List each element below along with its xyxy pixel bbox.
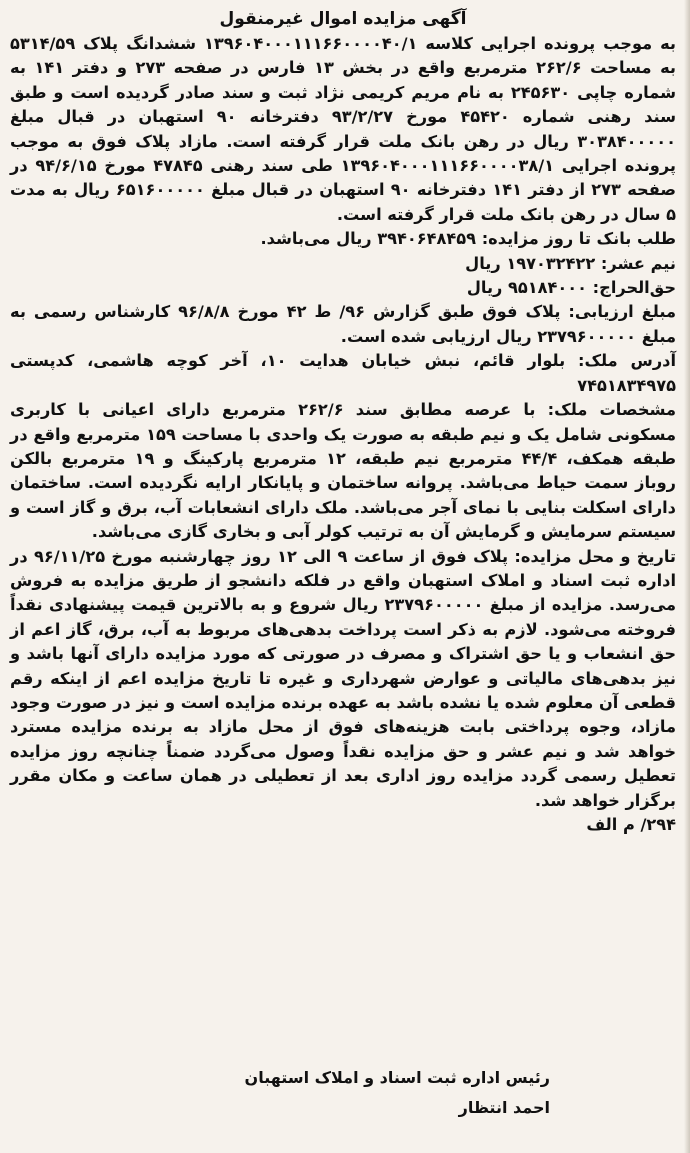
notice-paragraph-property-specs: مشخصات ملک: با عرصه مطابق سند ۲۶۲/۶ مترمربع دارای اعیانی با کاربری مسکونی شامل یک و نیم طبقه به صورت یک واحدی با مساحت ۱۵۹ مترمربع واقع در طبقه همکف، ۴۴/۴ مترمربع نیم طبقه، ۱۲ مترمربع پارکینگ و ۱۹ مترمربع بالکن روباز سمت حیاط می‌باشد. پروانه ساختمان و پایانکار ارایه نگردیده است. ساختمان دارای اسکلت بنایی با نمای آجر می‌باشد. ملک دارای انشعابات آب، برق و گاز است و سیستم سرمایش و گرمایش آن به ترتیب کولر آبی و بخاری گازی می‌باشد. [10,400,676,542]
notice-paragraph-address: آدرس ملک: بلوار قائم، نبش خیابان هدایت ۱۰، آخر کوچه هاشمی، کدپستی ۷۴۵۱۸۳۴۹۷۵ [10,351,677,395]
auction-notice [10,6,676,837]
notice-title: آگهی مزایده اموال غیرمنقول [219,9,467,29]
scan-edge-shadow [684,0,690,1153]
notice-paragraph-appraisal: مبلغ ارزیابی: پلاک فوق طبق گزارش ۹۶/ ط ۴۲ مورخ ۹۶/۸/۸ کارشناس رسمی به مبلغ ۲۳۷۹۶۰۰۰۰۰ ریال ارزیابی شده است. [10,302,676,346]
notice-paragraph-bank-claim: طلب بانک تا روز مزایده: ۳۹۴۰۶۴۸۴۵۹ ریال می‌باشد. [260,229,676,249]
signature-block [245,1063,550,1123]
notice-paragraph-half-tithe: نیم عشر: ۱۹۷۰۳۲۴۲۲ ریال [465,253,676,273]
signature-title: رئیس اداره ثبت اسناد و املاک استهبان [244,1068,550,1087]
notice-paragraph-case: به موجب پرونده اجرایی کلاسه ۱۳۹۶۰۴۰۰۰۱۱۱۶۶۰۰۰۰۴۰/۱ ششدانگ پلاک ۵۳۱۴/۵۹ به مساحت ۲۶۲/۶ مترمربع واقع در بخش ۱۳ فارس در صفحه ۲۷۳ و دفتر ۱۴۱ به شماره چاپی ۲۴۵۶۳۰ به نام مریم کریمی نژاد ثبت و سند صادر گردیده است و طبق سند رهنی شماره ۴۵۴۲۰ مورخ ۹۳/۲/۲۷ دفترخانه ۹۰ استهبان در قبال مبلغ ۳۰۳۸۴۰۰۰۰۰ ریال در رهن بانک ملت قرار گرفته است. مازاد پلاک فوق به موجب پرونده اجرایی ۱۳۹۶۰۴۰۰۰۱۱۱۶۶۰۰۰۰۳۸/۱ طی سند رهنی ۴۷۸۴۵ مورخ ۹۴/۶/۱۵ در صفحه ۲۷۳ از دفتر ۱۴۱ دفترخانه ۹۰ استهبان در قبال مبلغ ۶۵۱۶۰۰۰۰۰ ریال به مدت ۵ سال در رهن بانک ملت قرار گرفته است. [10,34,677,224]
notice-paragraph-date-place: تاریخ و محل مزایده: پلاک فوق از ساعت ۹ الی ۱۲ روز چهارشنبه مورخ ۹۶/۱۱/۲۵ در اداره ثبت اسناد و املاک استهبان واقع در فلکه دانشجو از طریق مزایده به فروش می‌رسد. مزایده از مبلغ ۲۳۷۹۶۰۰۰۰۰ ریال شروع و به بالاترین قیمت پیشنهادی نقداً فروخته می‌شود. لازم به ذکر است پرداخت بدهی‌های مربوط به آب، برق، گاز اعم از حق انشعاب و یا حق اشتراک و مصرف در صورتی که مورد مزایده دارای آنها باشد و نیز بدهی‌های مالیاتی و عوارض شهرداری و غیره تا تاریخ مزایده اعم از اینکه رقم قطعی آن معلوم شده یا نشده باشد به عهده برنده مزایده است و نیز در صورت وجود مازاد، وجوه پرداختی بابت هزینه‌های فوق از محل مازاد به برنده مزایده مسترد خواهد شد و نیم عشر و حق مزایده نقداً وصول می‌گردد ضمناً چنانچه روز مزایده تعطیل رسمی گردد مزایده روز اداری بعد از تعطیلی در همان ساعت و مکان مقرر برگزار خواهد شد. [10,546,677,810]
signature-name: احمد انتظار [458,1098,550,1117]
notice-reference-code: ۲۹۴/ م الف [586,815,676,834]
notice-paragraph-auction-fee: حق‌الحراج: ۹۵۱۸۴۰۰۰ ریال [466,278,676,298]
